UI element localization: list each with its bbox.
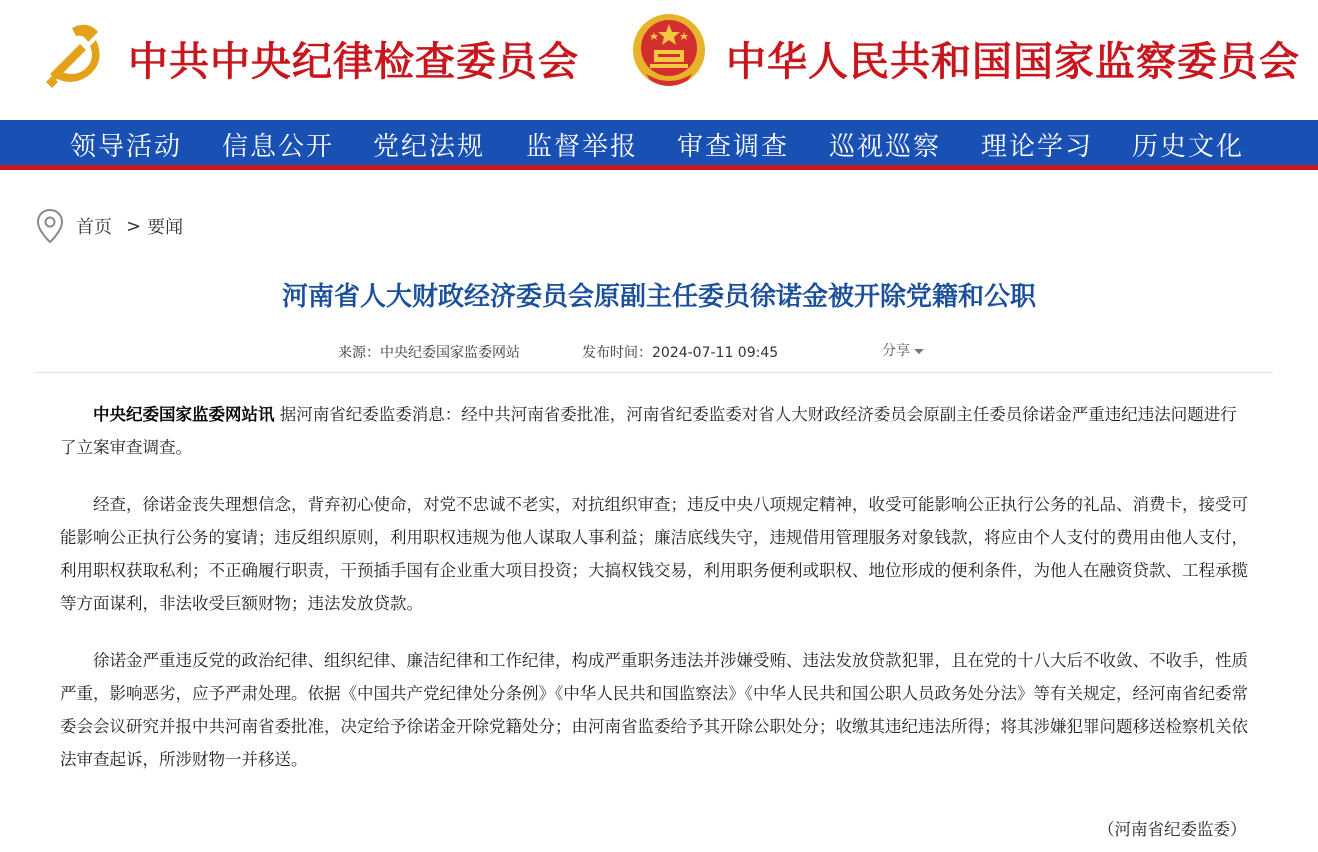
source-value: 中央纪委国家监委网站: [380, 345, 520, 361]
share-label: 分享: [882, 343, 910, 359]
nav-item-inspection[interactable]: 巡视巡察: [829, 132, 942, 162]
article-meta: [0, 340, 1318, 364]
nav-item-history-culture[interactable]: 历史文化: [1132, 132, 1245, 162]
main-nav: [0, 120, 1318, 170]
article-body: [60, 398, 1250, 800]
breadcrumb-current-link[interactable]: 要闻: [147, 217, 184, 238]
article-time: [582, 342, 778, 362]
source-label: 来源：: [338, 345, 380, 361]
cdi-title[interactable]: 中共中央纪律检查委员会: [128, 38, 579, 85]
time-value: 2024-07-11 09:45: [652, 345, 779, 361]
paragraph-1-text: 据河南省纪委监委消息：经中共河南省委批准，河南省纪委监委对省人大财政经济委员会原副主任委员徐诺金严重违纪违法问题进行了立案审查调查。: [60, 405, 1237, 457]
divider: [36, 372, 1273, 373]
article-source: [338, 342, 520, 362]
chevron-down-icon: [914, 349, 924, 354]
share-button[interactable]: [882, 340, 924, 360]
breadcrumb-home-link[interactable]: 首页: [76, 217, 112, 238]
location-pin-icon: [36, 208, 64, 244]
nav-item-info-disclosure[interactable]: 信息公开: [222, 132, 335, 162]
national-emblem-icon[interactable]: [628, 10, 710, 92]
time-label: 发布时间：: [582, 345, 652, 361]
paragraph-2: 经查，徐诺金丧失理想信念，背弃初心使命，对党不忠诚不老实，对抗组织审查；违反中央八项规定精神，收受可能影响公正执行公务的礼品、消费卡，接受可能影响公正执行公务的宴请；违反组织原则，利用职权违规为他人谋取人事利益；廉洁底线失守，违规借用管理服务对象钱款，将应由个人支付的费用由他人支付，利用职权获取私利；不正确履行职责，干预插手国有企业重大项目投资；大搞权钱交易，利用职务便利或职权、地位形成的便利条件，为他人在融资贷款、工程承揽等方面谋利，非法收受巨额财物；违法发放贷款。: [60, 495, 1248, 613]
site-header: [0, 0, 1318, 120]
nav-item-leadership[interactable]: 领导活动: [70, 132, 183, 162]
nav-item-supervision-report[interactable]: 监督举报: [526, 132, 639, 162]
party-emblem-icon[interactable]: [36, 14, 112, 90]
breadcrumb: [36, 208, 183, 244]
article-title: 河南省人大财政经济委员会原副主任委员徐诺金被开除党籍和公职: [281, 282, 1036, 312]
paragraph-1: [60, 398, 1250, 464]
nsc-title[interactable]: 中华人民共和国国家监察委员会: [726, 38, 1300, 85]
nav-item-theory-study[interactable]: 理论学习: [981, 132, 1094, 162]
article-signature: （河南省纪委监委）: [1098, 820, 1247, 839]
paragraph-3: 徐诺金严重违反党的政治纪律、组织纪律、廉洁纪律和工作纪律，构成严重职务违法并涉嫌受贿、违法发放贷款犯罪，且在党的十八大后不收敛、不收手，性质严重，影响恶劣，应予严肃处理。依据《中国共产党纪律处分条例》《中华人民共和国监察法》《中华人民共和国公职人员政务处分法》等有关规定，经河南省纪委常委会会议研究并报中共河南省委批准，决定给予徐诺金开除党籍处分；由河南省监委给予其开除公职处分；收缴其违纪违法所得；将其涉嫌犯罪问题移送检察机关依法审查起诉，所涉财物一并移送。: [60, 651, 1248, 769]
nav-item-investigation[interactable]: 审查调查: [677, 132, 790, 162]
breadcrumb-separator: >: [126, 215, 142, 237]
lead-source: 中央纪委国家监委网站讯: [93, 405, 275, 424]
nav-item-party-regulations[interactable]: 党纪法规: [373, 132, 486, 162]
